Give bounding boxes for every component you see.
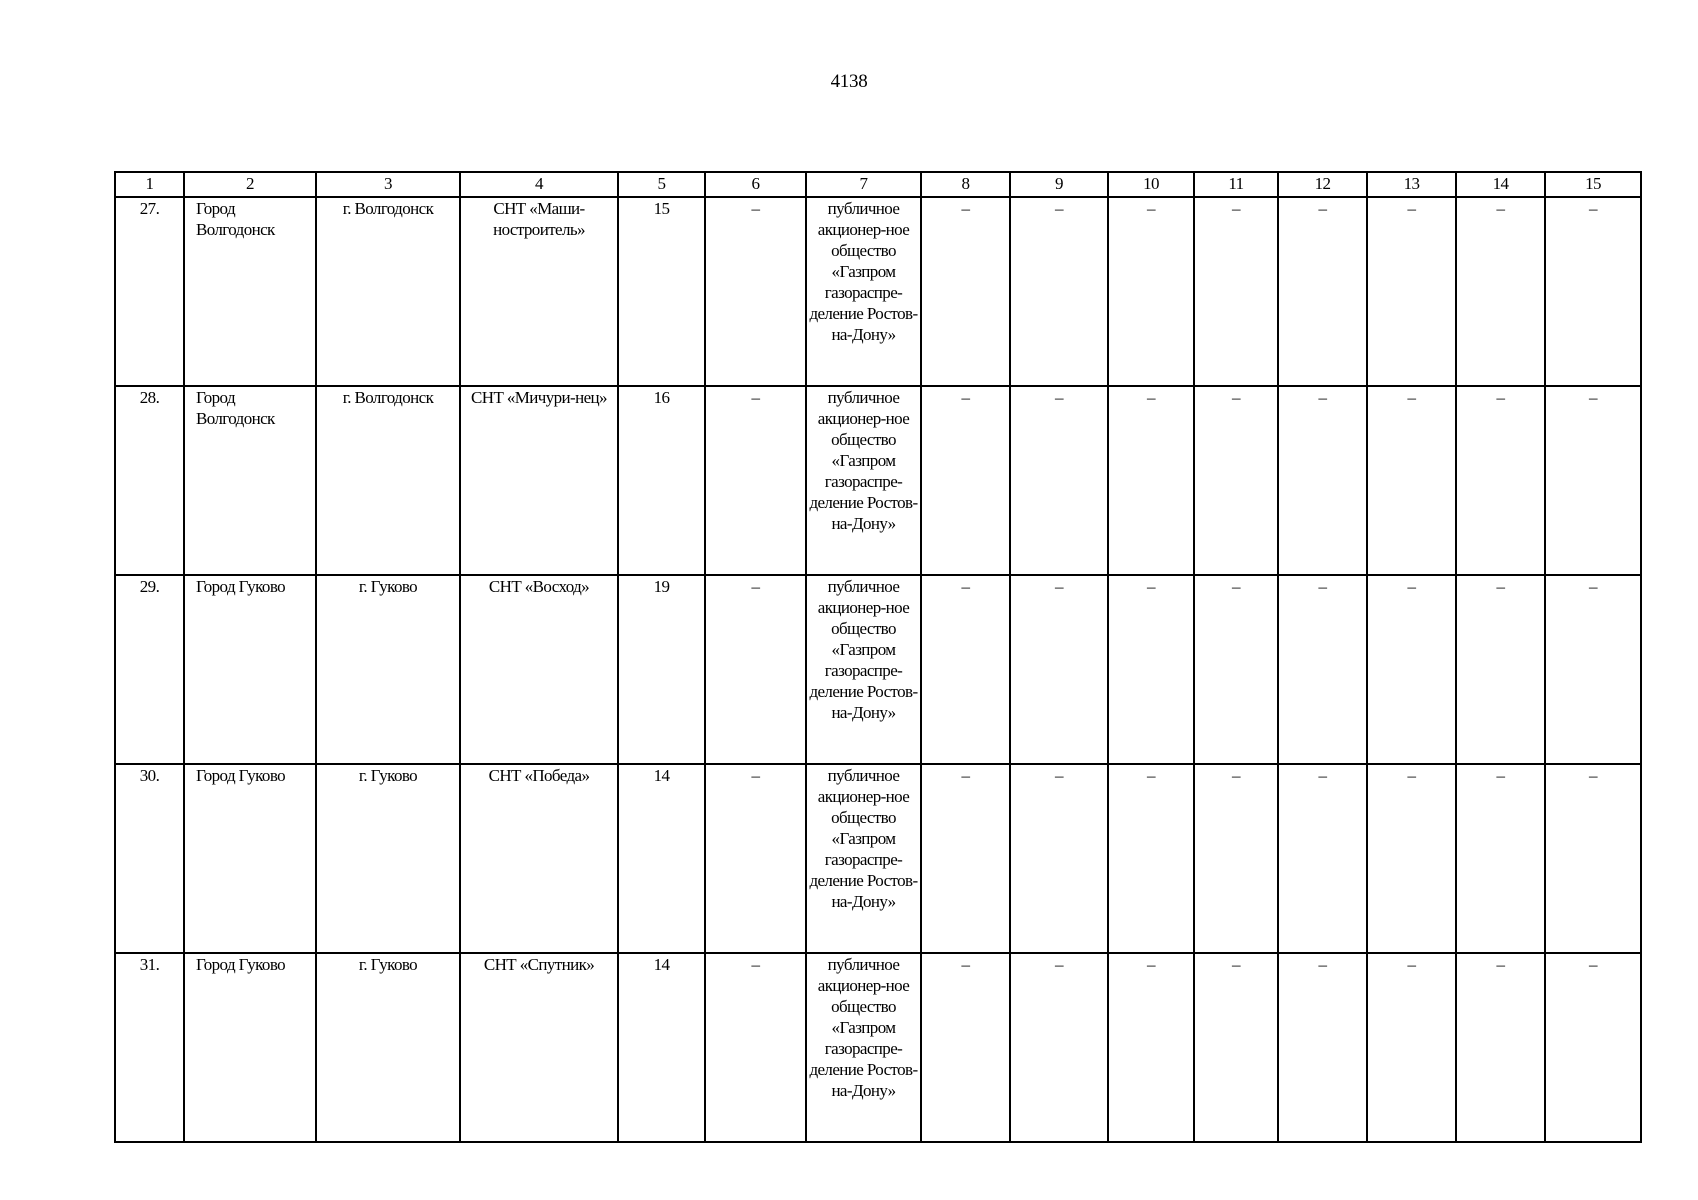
column-header: 4 xyxy=(460,172,618,197)
municipality-cell: Город Волгодонск xyxy=(184,197,316,386)
column-header: 9 xyxy=(1010,172,1108,197)
value-cell: – xyxy=(1108,386,1194,575)
value-cell: – xyxy=(921,197,1010,386)
column-header: 3 xyxy=(316,172,460,197)
operator-cell: публичное акционер-ное общество «Газпром газораспре-деление Ростов-на-Дону» xyxy=(806,197,921,386)
header-row xyxy=(115,172,1641,197)
col5-cell: 16 xyxy=(618,386,705,575)
value-cell: – xyxy=(1108,764,1194,953)
value-cell: – xyxy=(1545,386,1641,575)
value-cell: – xyxy=(1545,953,1641,1142)
value-cell: – xyxy=(921,575,1010,764)
col6-cell: – xyxy=(705,575,806,764)
settlement-cell: г. Гуково xyxy=(316,575,460,764)
row-number: 31. xyxy=(115,953,184,1142)
operator-cell: публичное акционер-ное общество «Газпром газораспре-деление Ростов-на-Дону» xyxy=(806,386,921,575)
col5-cell: 19 xyxy=(618,575,705,764)
value-cell: – xyxy=(1010,764,1108,953)
value-cell: – xyxy=(921,953,1010,1142)
value-cell: – xyxy=(1367,197,1456,386)
row-number: 27. xyxy=(115,197,184,386)
column-header: 14 xyxy=(1456,172,1545,197)
register-table xyxy=(114,171,1642,1143)
value-cell: – xyxy=(1010,197,1108,386)
col6-cell: – xyxy=(705,386,806,575)
row-number: 28. xyxy=(115,386,184,575)
value-cell: – xyxy=(921,386,1010,575)
value-cell: – xyxy=(1194,953,1278,1142)
settlement-cell: г. Волгодонск xyxy=(316,197,460,386)
municipality-cell: Город Гуково xyxy=(184,953,316,1142)
value-cell: – xyxy=(1456,575,1545,764)
municipality-cell: Город Гуково xyxy=(184,575,316,764)
table-row xyxy=(115,197,1641,386)
value-cell: – xyxy=(921,764,1010,953)
value-cell: – xyxy=(1278,953,1367,1142)
value-cell: – xyxy=(1194,197,1278,386)
value-cell: – xyxy=(1545,197,1641,386)
settlement-cell: г. Гуково xyxy=(316,953,460,1142)
value-cell: – xyxy=(1278,764,1367,953)
municipality-cell: Город Волгодонск xyxy=(184,386,316,575)
row-number: 29. xyxy=(115,575,184,764)
value-cell: – xyxy=(1456,764,1545,953)
operator-cell: публичное акционер-ное общество «Газпром газораспре-деление Ростов-на-Дону» xyxy=(806,764,921,953)
col5-cell: 14 xyxy=(618,764,705,953)
col5-cell: 14 xyxy=(618,953,705,1142)
column-header: 12 xyxy=(1278,172,1367,197)
object-cell: СНТ «Маши-ностроитель» xyxy=(460,197,618,386)
value-cell: – xyxy=(1456,953,1545,1142)
page-number: 4138 xyxy=(830,71,868,92)
table-row xyxy=(115,575,1641,764)
column-header: 10 xyxy=(1108,172,1194,197)
municipality-cell: Город Гуково xyxy=(184,764,316,953)
value-cell: – xyxy=(1367,953,1456,1142)
col5-cell: 15 xyxy=(618,197,705,386)
operator-cell: публичное акционер-ное общество «Газпром газораспре-деление Ростов-на-Дону» xyxy=(806,575,921,764)
table-row xyxy=(115,764,1641,953)
value-cell: – xyxy=(1108,575,1194,764)
value-cell: – xyxy=(1278,197,1367,386)
column-header: 7 xyxy=(806,172,921,197)
value-cell: – xyxy=(1367,386,1456,575)
value-cell: – xyxy=(1194,386,1278,575)
col6-cell: – xyxy=(705,764,806,953)
column-header: 5 xyxy=(618,172,705,197)
column-header: 6 xyxy=(705,172,806,197)
object-cell: СНТ «Мичури-нец» xyxy=(460,386,618,575)
object-cell: СНТ «Восход» xyxy=(460,575,618,764)
operator-cell: публичное акционер-ное общество «Газпром газораспре-деление Ростов-на-Дону» xyxy=(806,953,921,1142)
value-cell: – xyxy=(1278,386,1367,575)
value-cell: – xyxy=(1456,197,1545,386)
value-cell: – xyxy=(1010,953,1108,1142)
value-cell: – xyxy=(1278,575,1367,764)
table-row xyxy=(115,953,1641,1142)
value-cell: – xyxy=(1108,197,1194,386)
object-cell: СНТ «Победа» xyxy=(460,764,618,953)
column-header: 1 xyxy=(115,172,184,197)
column-header: 11 xyxy=(1194,172,1278,197)
value-cell: – xyxy=(1108,953,1194,1142)
value-cell: – xyxy=(1367,764,1456,953)
value-cell: – xyxy=(1194,575,1278,764)
settlement-cell: г. Волгодонск xyxy=(316,386,460,575)
value-cell: – xyxy=(1545,575,1641,764)
column-header: 13 xyxy=(1367,172,1456,197)
value-cell: – xyxy=(1545,764,1641,953)
value-cell: – xyxy=(1194,764,1278,953)
column-header: 15 xyxy=(1545,172,1641,197)
col6-cell: – xyxy=(705,953,806,1142)
value-cell: – xyxy=(1367,575,1456,764)
value-cell: – xyxy=(1010,386,1108,575)
value-cell: – xyxy=(1456,386,1545,575)
col6-cell: – xyxy=(705,197,806,386)
object-cell: СНТ «Спутник» xyxy=(460,953,618,1142)
table-row xyxy=(115,386,1641,575)
value-cell: – xyxy=(1010,575,1108,764)
column-header: 2 xyxy=(184,172,316,197)
row-number: 30. xyxy=(115,764,184,953)
settlement-cell: г. Гуково xyxy=(316,764,460,953)
column-header: 8 xyxy=(921,172,1010,197)
